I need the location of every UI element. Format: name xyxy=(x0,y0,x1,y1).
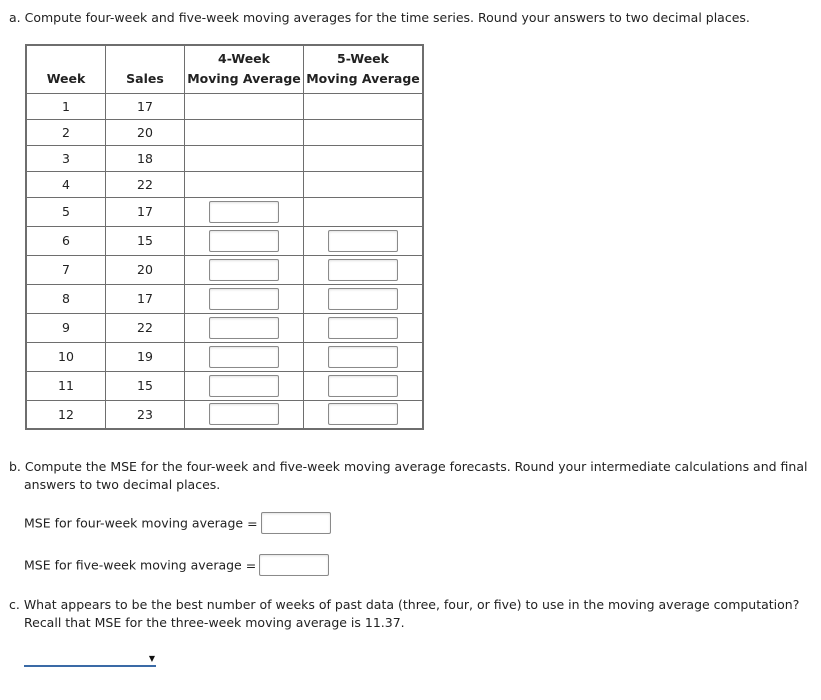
ma4-cell xyxy=(185,371,304,400)
header-sales: Sales xyxy=(106,45,185,93)
ma5-input[interactable] xyxy=(328,403,398,425)
mse-four-week-label: MSE for four-week moving average xyxy=(24,515,244,531)
header-4-week-ma: 4-Week Moving Average xyxy=(185,45,304,93)
ma5-input[interactable] xyxy=(328,317,398,339)
ma5-input[interactable] xyxy=(328,346,398,368)
sales-cell: 17 xyxy=(106,93,185,119)
question-b-line2: answers to two decimal places. xyxy=(24,477,221,492)
ma4-cell xyxy=(185,284,304,313)
header-5-week-ma: 5-Week Moving Average xyxy=(304,45,424,93)
table-header-row xyxy=(26,45,423,93)
ma4-cell xyxy=(185,197,304,226)
ma5-cell xyxy=(304,255,424,284)
ma5-input[interactable] xyxy=(328,230,398,252)
table-row xyxy=(26,371,423,400)
ma4-cell xyxy=(185,313,304,342)
table-row xyxy=(26,145,423,171)
week-cell: 9 xyxy=(26,313,106,342)
ma4-cell xyxy=(185,400,304,429)
ma4-cell xyxy=(185,93,304,119)
question-c-line1: c. What appears to be the best number of weeks of past data (three, four, or five) to use in the moving average computation? xyxy=(9,597,800,612)
question-a-text: a. Compute four-week and five-week moving averages for the time series. Round your answers to two decimal places. xyxy=(9,10,750,25)
ma4-cell xyxy=(185,226,304,255)
sales-cell: 23 xyxy=(106,400,185,429)
ma4-cell xyxy=(185,145,304,171)
week-cell: 3 xyxy=(26,145,106,171)
week-cell: 11 xyxy=(26,371,106,400)
question-b-text xyxy=(9,458,814,494)
week-cell: 1 xyxy=(26,93,106,119)
moving-average-table xyxy=(25,44,424,430)
sales-cell: 17 xyxy=(106,197,185,226)
ma5-cell xyxy=(304,342,424,371)
header-week: Week xyxy=(26,45,106,93)
mse-five-week-label: MSE for five-week moving average xyxy=(24,557,242,573)
table-row xyxy=(26,284,423,313)
ma5-input[interactable] xyxy=(328,259,398,281)
ma5-cell xyxy=(304,284,424,313)
ma4-input[interactable] xyxy=(209,259,279,281)
ma4-cell xyxy=(185,119,304,145)
mse-five-week-row xyxy=(24,554,329,576)
ma4-input[interactable] xyxy=(209,230,279,252)
ma4-cell xyxy=(185,171,304,197)
week-cell: 10 xyxy=(26,342,106,371)
table-row xyxy=(26,93,423,119)
week-cell: 4 xyxy=(26,171,106,197)
sales-cell: 20 xyxy=(106,255,185,284)
week-cell: 2 xyxy=(26,119,106,145)
table-row xyxy=(26,400,423,429)
table-row xyxy=(26,226,423,255)
week-cell: 8 xyxy=(26,284,106,313)
sales-cell: 17 xyxy=(106,284,185,313)
table-row xyxy=(26,171,423,197)
table-row xyxy=(26,197,423,226)
question-c-text xyxy=(9,596,814,632)
ma4-input[interactable] xyxy=(209,288,279,310)
best-weeks-select[interactable] xyxy=(24,651,156,667)
ma5-cell xyxy=(304,93,424,119)
ma5-input[interactable] xyxy=(328,375,398,397)
sales-cell: 22 xyxy=(106,313,185,342)
ma4-cell xyxy=(185,255,304,284)
table-row xyxy=(26,342,423,371)
ma4-input[interactable] xyxy=(209,375,279,397)
ma4-input[interactable] xyxy=(209,346,279,368)
table-row xyxy=(26,255,423,284)
sales-cell: 18 xyxy=(106,145,185,171)
week-cell: 7 xyxy=(26,255,106,284)
sales-cell: 20 xyxy=(106,119,185,145)
ma5-cell xyxy=(304,119,424,145)
ma4-input[interactable] xyxy=(209,317,279,339)
mse-four-week-input[interactable] xyxy=(261,512,331,534)
week-cell: 6 xyxy=(26,226,106,255)
table-row xyxy=(26,313,423,342)
question-b-line1: b. Compute the MSE for the four-week and five-week moving average forecasts. Round your intermediate calculations and final xyxy=(9,459,808,474)
mse-five-week-input[interactable] xyxy=(259,554,329,576)
ma4-input[interactable] xyxy=(209,403,279,425)
sales-cell: 15 xyxy=(106,226,185,255)
ma5-cell xyxy=(304,313,424,342)
ma5-input[interactable] xyxy=(328,288,398,310)
mse-four-week-row xyxy=(24,512,331,534)
ma5-cell xyxy=(304,171,424,197)
chevron-down-icon: ▼ xyxy=(148,654,155,663)
ma5-cell xyxy=(304,226,424,255)
ma4-cell xyxy=(185,342,304,371)
sales-cell: 22 xyxy=(106,171,185,197)
ma5-cell xyxy=(304,197,424,226)
question-c-line2: Recall that MSE for the three-week moving average is 11.37. xyxy=(24,615,405,630)
ma5-cell xyxy=(304,145,424,171)
week-cell: 5 xyxy=(26,197,106,226)
equals-sign: = xyxy=(245,557,257,573)
sales-cell: 19 xyxy=(106,342,185,371)
ma5-cell xyxy=(304,371,424,400)
table-row xyxy=(26,119,423,145)
ma5-cell xyxy=(304,400,424,429)
week-cell: 12 xyxy=(26,400,106,429)
equals-sign: = xyxy=(247,515,258,531)
sales-cell: 15 xyxy=(106,371,185,400)
ma4-input[interactable] xyxy=(209,201,279,223)
